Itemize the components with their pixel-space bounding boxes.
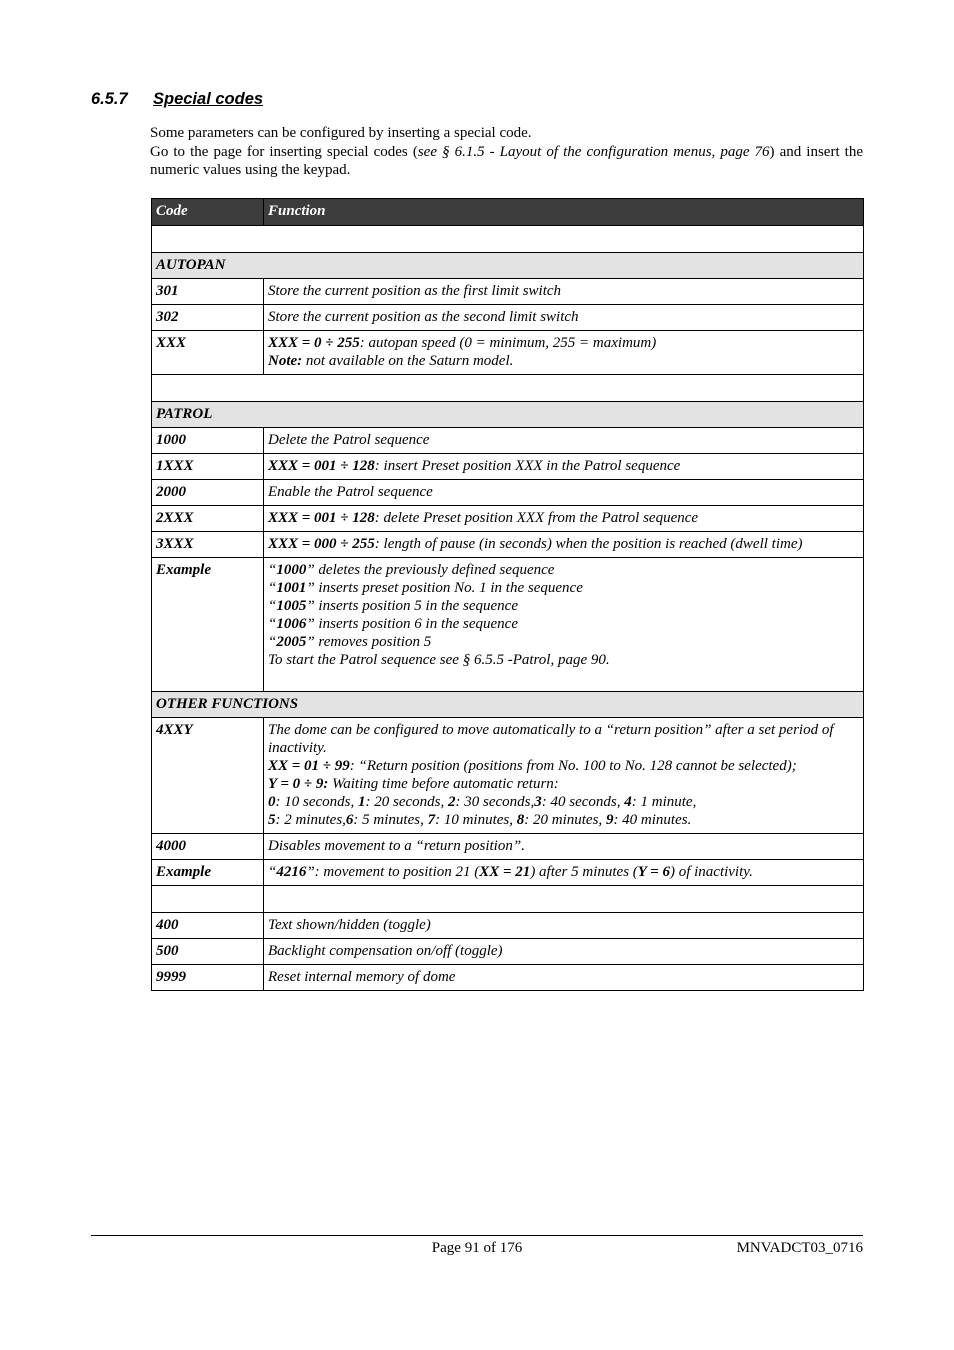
bold-text: 4216 <box>276 864 307 880</box>
code-cell: Example <box>152 860 264 886</box>
section-label: PATROL <box>152 402 864 428</box>
code-cell: 500 <box>152 939 264 965</box>
code-cell: 1000 <box>152 428 264 454</box>
text: “ <box>268 864 277 880</box>
text: To start the Patrol sequence see § 6.5.5 -Patrol, page 90. <box>268 652 610 668</box>
text: : 30 seconds, <box>455 794 535 810</box>
function-cell <box>264 532 864 558</box>
bold-text: XX = 21 <box>479 864 531 880</box>
text: ”: movement to position 21 ( <box>306 864 480 880</box>
code-cell: XXX <box>152 331 264 375</box>
text: : 10 minutes, <box>435 812 517 828</box>
text: : 2 minutes, <box>275 812 346 828</box>
text: : insert Preset position XXX in the Patrol sequence <box>374 458 681 474</box>
bold-text: 2005 <box>276 634 307 650</box>
intro-line-2a: Go to the page for inserting special codes ( <box>150 143 418 160</box>
text: : 1 minute, <box>631 794 697 810</box>
code-cell: 400 <box>152 913 264 939</box>
function-cell: Delete the Patrol sequence <box>264 428 864 454</box>
code-cell: 2000 <box>152 480 264 506</box>
bold-text: 8 <box>516 812 525 828</box>
bold-text: XXX = 001 ÷ 128 <box>268 458 375 474</box>
section-label: AUTOPAN <box>152 253 864 279</box>
table-header-row <box>152 199 864 226</box>
table-row <box>152 331 864 375</box>
function-cell: Store the current position as the second limit switch <box>264 305 864 331</box>
text: ” inserts position 6 in the sequence <box>306 616 518 632</box>
function-cell: Text shown/hidden (toggle) <box>264 913 864 939</box>
bold-text: Y = 6 <box>637 864 670 880</box>
table-row <box>152 834 864 860</box>
text: ) after 5 minutes ( <box>530 864 638 880</box>
bold-text: 9 <box>605 812 614 828</box>
code-cell: 4XXY <box>152 718 264 834</box>
text: : 5 minutes, <box>353 812 428 828</box>
table-row <box>152 860 864 886</box>
text: Waiting time before automatic return: <box>328 776 559 792</box>
bold-text: 5 <box>268 812 276 828</box>
text: ” inserts position 5 in the sequence <box>306 598 518 614</box>
bold-text: 1000 <box>276 562 307 578</box>
text: : length of pause (in seconds) when the position is reached (dwell time) <box>374 536 803 552</box>
text: : 40 minutes. <box>613 812 692 828</box>
function-cell <box>264 718 864 834</box>
text: not available on the Saturn model. <box>302 353 514 369</box>
code-cell: 1XXX <box>152 454 264 480</box>
code-cell: 302 <box>152 305 264 331</box>
section-row-other-functions <box>152 692 864 718</box>
text: : 40 seconds, <box>541 794 625 810</box>
bold-text: XX = 01 ÷ 99 <box>268 758 350 774</box>
function-cell <box>264 860 864 886</box>
bold-text: 1 <box>358 794 366 810</box>
section-row-autopan <box>152 253 864 279</box>
function-cell: Disables movement to a “return position”. <box>264 834 864 860</box>
text: ” removes position 5 <box>306 634 432 650</box>
section-number: 6.5.7 <box>91 90 128 108</box>
table-row <box>152 965 864 991</box>
function-cell: Backlight compensation on/off (toggle) <box>264 939 864 965</box>
text: : autopan speed (0 = minimum, 255 = maximum) <box>359 335 657 351</box>
table-row <box>152 279 864 305</box>
code-cell: 4000 <box>152 834 264 860</box>
text: : delete Preset position XXX from the Patrol sequence <box>374 510 699 526</box>
intro-paragraph <box>150 124 863 180</box>
header-function: Function <box>264 199 864 226</box>
bold-text: 6 <box>345 812 354 828</box>
blank-row <box>152 375 864 402</box>
bold-text: 1006 <box>276 616 307 632</box>
code-cell: 3XXX <box>152 532 264 558</box>
section-row-patrol <box>152 402 864 428</box>
intro-line-1: Some parameters can be configured by inserting a special code. <box>150 125 532 141</box>
table-row <box>152 305 864 331</box>
table-row <box>152 913 864 939</box>
bold-text: Note: <box>268 353 303 369</box>
bold-text: 7 <box>427 812 436 828</box>
code-cell: Example <box>152 558 264 692</box>
table-row <box>152 428 864 454</box>
blank-row <box>152 886 864 913</box>
table-row <box>152 506 864 532</box>
section-title: Special codes <box>153 90 264 108</box>
blank-row <box>152 226 864 253</box>
table-row <box>152 939 864 965</box>
text: ” deletes the previously defined sequence <box>306 562 555 578</box>
document-code: MNVADCT03_0716 <box>736 1240 863 1256</box>
function-cell: Enable the Patrol sequence <box>264 480 864 506</box>
text: “ <box>268 562 277 578</box>
text: “ <box>268 580 277 596</box>
text: : 20 seconds, <box>365 794 448 810</box>
table-row <box>152 558 864 692</box>
text: : 10 seconds, <box>275 794 358 810</box>
section-heading <box>91 90 263 109</box>
bold-text: 4 <box>624 794 632 810</box>
bold-text: XXX = 0 ÷ 255 <box>268 335 360 351</box>
text: : “Return position (positions from No. 100 to No. 128 cannot be selected); <box>349 758 797 774</box>
intro-reference: see § 6.1.5 - Layout of the configuration menus, page 76 <box>417 143 770 160</box>
table-row <box>152 454 864 480</box>
bold-text: 2 <box>448 794 456 810</box>
code-cell: 2XXX <box>152 506 264 532</box>
text: ) of inactivity. <box>669 864 753 880</box>
footer-divider <box>91 1235 863 1236</box>
code-cell: 301 <box>152 279 264 305</box>
bold-text: 0 <box>268 794 276 810</box>
bold-text: 1001 <box>276 580 307 596</box>
bold-text: 1005 <box>276 598 307 614</box>
text: : 20 minutes, <box>524 812 606 828</box>
function-cell <box>264 454 864 480</box>
bold-text: Y = 0 ÷ 9: <box>268 776 329 792</box>
section-label: OTHER FUNCTIONS <box>152 692 864 718</box>
function-cell: Reset internal memory of dome <box>264 965 864 991</box>
text: “ <box>268 598 277 614</box>
text: ” inserts preset position No. 1 in the sequence <box>306 580 583 596</box>
text: “ <box>268 616 277 632</box>
function-cell <box>264 331 864 375</box>
text: “ <box>268 634 277 650</box>
table-row <box>152 718 864 834</box>
text: The dome can be configured to move automatically to a “return position” after a set period of inactivity. <box>268 722 834 756</box>
bold-text: XXX = 001 ÷ 128 <box>268 510 375 526</box>
bold-text: XXX = 000 ÷ 255 <box>268 536 375 552</box>
bold-text: 3 <box>534 794 542 810</box>
function-cell <box>264 506 864 532</box>
function-cell <box>264 558 864 692</box>
intro-line-2b: ) and insert the numeric values using the keypad. <box>150 143 863 178</box>
function-cell: Store the current position as the first limit switch <box>264 279 864 305</box>
page-number: Page 91 of 176 <box>431 1240 523 1256</box>
special-codes-table <box>151 198 864 991</box>
table-row <box>152 480 864 506</box>
header-code: Code <box>152 199 264 226</box>
table-row <box>152 532 864 558</box>
code-cell: 9999 <box>152 965 264 991</box>
